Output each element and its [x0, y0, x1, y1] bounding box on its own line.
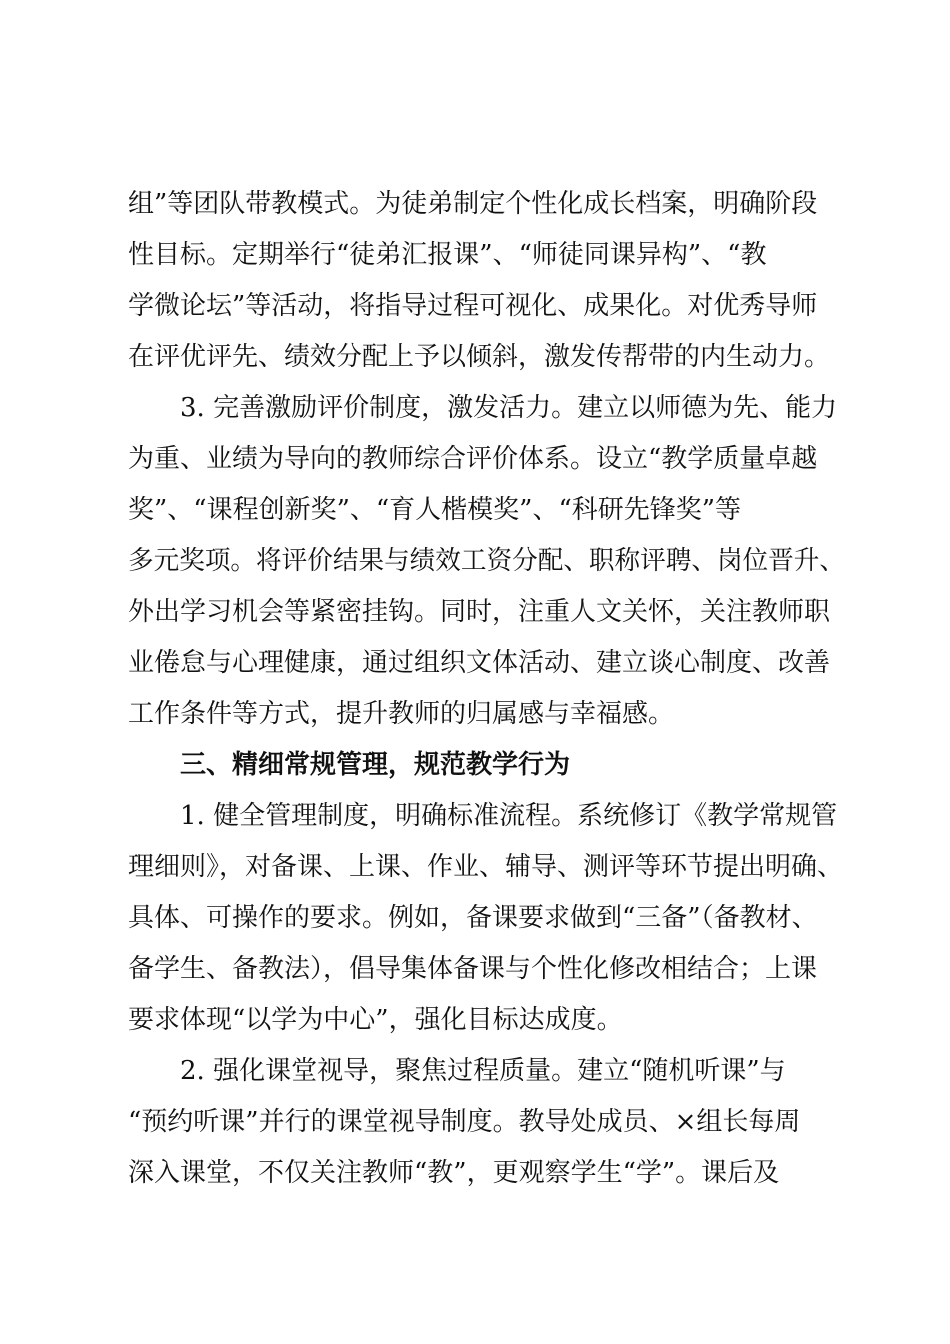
section-heading: [180, 745, 950, 785]
line-text: 要求体现“以学为中心”，强化目标达成度。: [128, 1005, 623, 1035]
line-text: 理细则》，对备课、上课、作业、辅导、测评等环节提出明确、: [128, 852, 844, 882]
line-text: 业倦怠与心理健康，通过组织文体活动、建立谈心制度、改善: [128, 648, 831, 678]
line-text: 工作条件等方式，提升教师的归属感与幸福感。: [128, 699, 675, 729]
paragraph-line: [128, 490, 950, 530]
paragraph-line: [128, 184, 950, 224]
line-text: 学微论坛”等活动，将指导过程可视化、成果化。对优秀导师: [128, 291, 818, 321]
line-text: 深入课堂，不仅关注教师“教”，更观察学生“学”。课后及: [128, 1158, 780, 1188]
line-text: 性目标。定期举行“徒弟汇报课”、“师徒同课异构”、“教: [128, 240, 767, 270]
line-text: 3. 完善激励评价制度，激发活力。建立以师德为先、能力: [180, 393, 838, 423]
line-text: “预约听课”并行的课堂视导制度。教导处成员、×组长每周: [128, 1107, 801, 1137]
line-text: 2. 强化课堂视导，聚焦过程质量。建立“随机听课”与: [180, 1056, 786, 1086]
paragraph-line: [128, 1102, 950, 1142]
line-text: 多元奖项。将评价结果与绩效工资分配、职称评聘、岗位晋升、: [128, 546, 845, 576]
heading-text: 三、精细常规管理，规范教学行为: [180, 750, 571, 780]
line-text: 在评优评先、绩效分配上予以倾斜，激发传帮带的内生动力。: [128, 342, 831, 372]
paragraph-line: [128, 439, 950, 479]
paragraph-line: [128, 847, 950, 887]
paragraph-line: [180, 388, 950, 428]
paragraph-line: [128, 235, 950, 275]
paragraph-line: [128, 949, 950, 989]
line-text: 外出学习机会等紧密挂钩。同时，注重人文关怀，关注教师职: [128, 597, 831, 627]
paragraph-line: [128, 541, 950, 581]
paragraph-line: [128, 898, 950, 938]
paragraph-line: [128, 286, 950, 326]
paragraph-line: [128, 643, 950, 683]
paragraph-line: [128, 1153, 950, 1193]
line-text: 为重、业绩为导向的教师综合评价体系。设立“教学质量卓越: [128, 444, 818, 474]
line-text: 奖”、“课程创新奖”、“育人楷模奖”、“科研先锋奖”等: [128, 495, 742, 525]
line-text: 具体、可操作的要求。例如，备课要求做到“三备”（备教材、: [128, 903, 818, 933]
line-text: 1. 健全管理制度，明确标准流程。系统修订《教学常规管: [180, 801, 838, 831]
paragraph-line: [128, 1000, 950, 1040]
paragraph-line: [128, 592, 950, 632]
paragraph-line: [128, 694, 950, 734]
line-text: 组”等团队带教模式。为徒弟制定个性化成长档案，明确阶段: [128, 189, 818, 219]
line-text: 备学生、备教法），倡导集体备课与个性化修改相结合；上课: [128, 954, 818, 984]
paragraph-line: [180, 796, 950, 836]
paragraph-line: [128, 337, 950, 377]
paragraph-line: [180, 1051, 950, 1091]
